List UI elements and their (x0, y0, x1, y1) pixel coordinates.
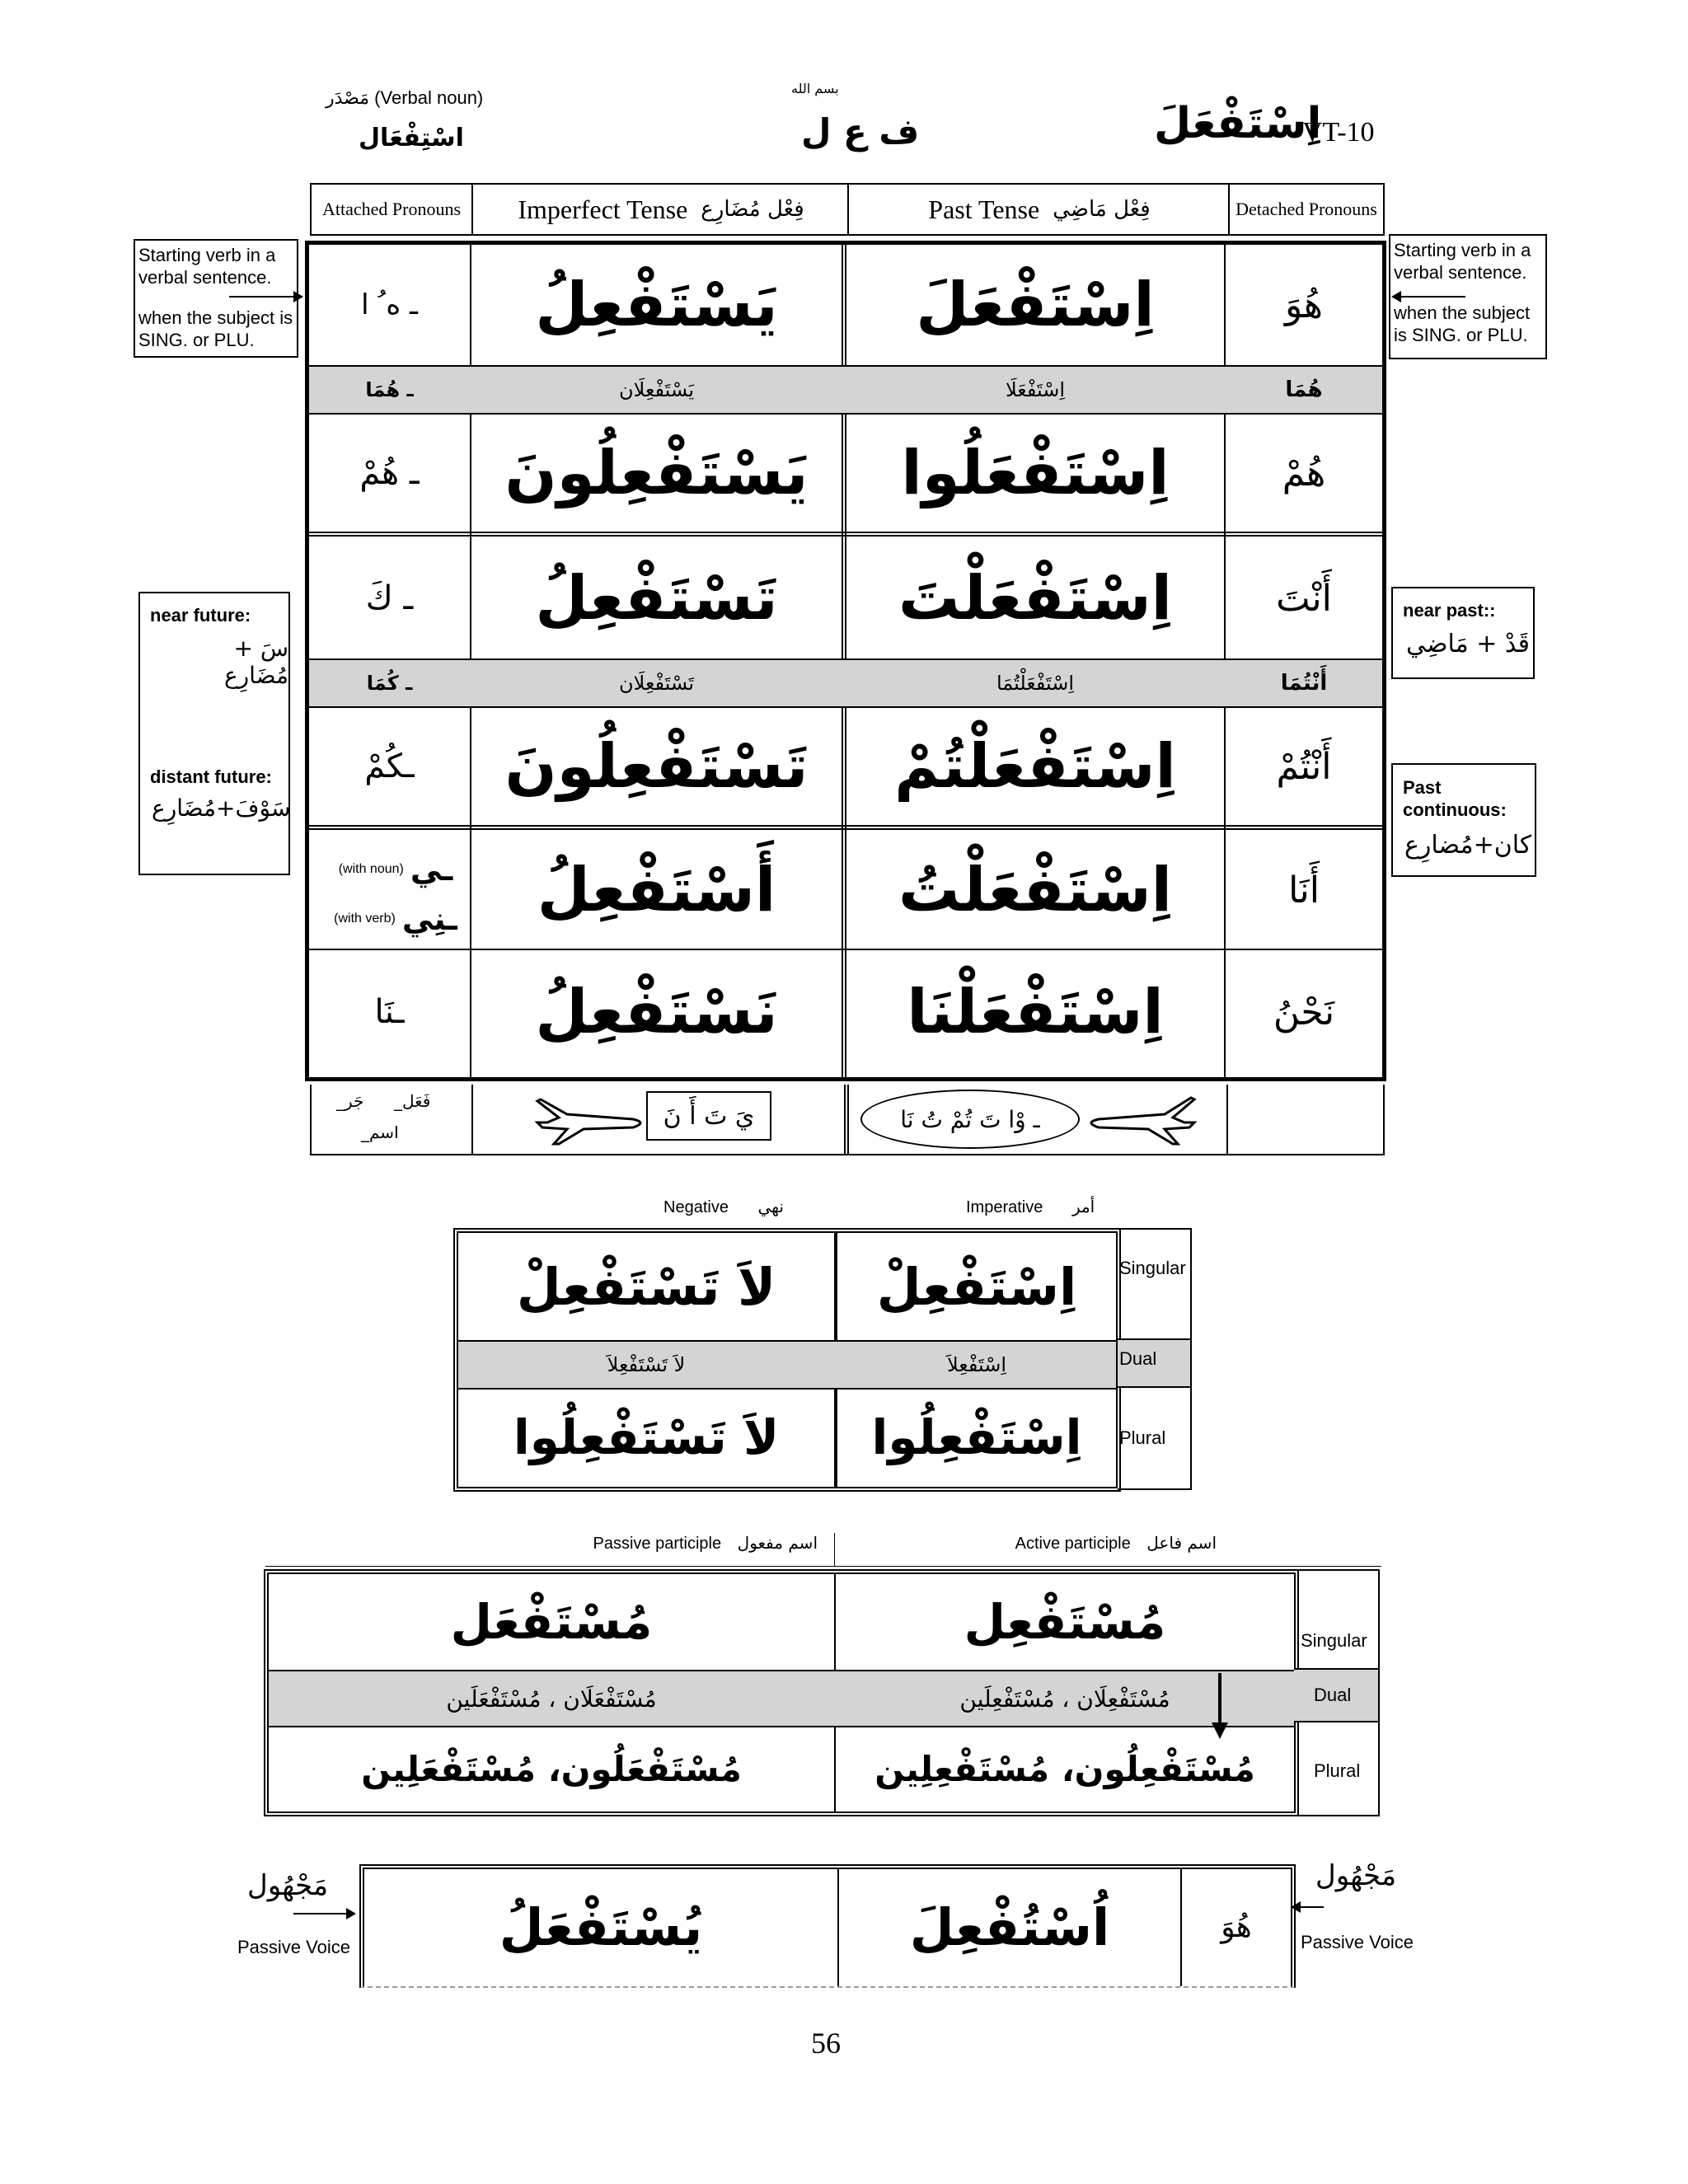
participle-label-dual: Dual (1314, 1685, 1352, 1705)
participle-table (264, 1569, 1299, 1816)
airplane-icon (1082, 1090, 1198, 1149)
row-anta (309, 538, 1382, 660)
imperative-en: Imperative (966, 1198, 1043, 1216)
passive-imperfect: يُسْتَفْعَلُ (499, 1896, 703, 1957)
ana-attached-note-1: (with noun) (338, 862, 404, 876)
row-hum (309, 415, 1382, 537)
detached-huma: هُمَا (1285, 377, 1323, 402)
imperative-row-singular (458, 1233, 1116, 1342)
passive-voice-right-en: Passive Voice (1301, 1932, 1414, 1952)
passive-past: اُسْتُفْعِلَ (909, 1896, 1110, 1957)
past-continuous-label: Past continuous: (1403, 777, 1507, 820)
verb-pattern: اِسْتَفْعَلَ (1154, 99, 1322, 148)
past-huma: اِسْتَفْعَلَا (1005, 378, 1066, 401)
detached-antuma: أَنْتُمَا (1280, 671, 1328, 696)
near-past-ar: قَدْ + مَاضِي (1406, 630, 1530, 658)
col-past-ar: فِعْل مَاضِي (1053, 197, 1151, 222)
active-participle-ar: اسم فاعل (1146, 1533, 1217, 1553)
negative-en: Negative (663, 1198, 729, 1216)
negative-header (663, 1197, 784, 1217)
distant-future-label: distant future: (150, 766, 272, 787)
passive-voice-table (359, 1864, 1296, 1988)
passive-dual: مُسْتَفْعَلَان ، مُسْتَفْعَلَين (446, 1685, 657, 1713)
imperfect-prefix-box: يَ تَ أَ نَ (646, 1091, 771, 1141)
col-detached-header (1228, 185, 1383, 234)
detached-antum: أَنْتُمْ (1276, 745, 1332, 788)
passive-participle-ar: اسم مفعول (737, 1533, 818, 1553)
arrow-left-icon (1291, 1899, 1324, 1915)
imperfect-antuma: تَسْتَفْعِلَان (619, 672, 694, 695)
imperfect-hua: يَسْتَفْعِلُ (535, 269, 778, 340)
attached-nahnu: ـنَا (374, 993, 405, 1031)
imperfect-anta: تَسْتَفْعِلُ (535, 563, 778, 634)
participle-row-plural (269, 1727, 1294, 1810)
detached-hum: هُمْ (1282, 452, 1326, 494)
label-plural: Plural (1119, 1427, 1166, 1448)
main-conjugation-table (305, 241, 1386, 1081)
col-attached-header (312, 185, 471, 234)
verb-form-code: VT-10 (1302, 117, 1375, 148)
attached-anta: ـ كَ (365, 579, 414, 617)
masdar-label-ar: مَصْدَر (326, 88, 370, 109)
imperfect-hum: يَسْتَفْعِلُونَ (504, 438, 809, 509)
imperative-dual: اِسْتَفْعِلاَ (946, 1353, 1007, 1376)
footer-attached-ism: اسم_ (361, 1122, 399, 1142)
negative-dual: لاَ تَسْتَفْعِلاَ (607, 1353, 686, 1376)
attached-antum: ـكُمْ (364, 748, 415, 785)
near-past-label: near past:: (1403, 600, 1496, 621)
row-hua (309, 245, 1382, 367)
imperative-ar: أمر (1071, 1197, 1095, 1216)
col-imperfect-en: Imperfect Tense (518, 194, 688, 224)
arrow-right-icon (229, 288, 303, 305)
masdar-label-en: (Verbal noun) (374, 87, 484, 108)
row-nahnu (309, 950, 1382, 1074)
passive-voice-left-en: Passive Voice (237, 1937, 350, 1957)
negative-plural: لاَ تَسْتَفْعِلُوا (513, 1409, 780, 1465)
note-past-continuous (1391, 763, 1536, 877)
label-dual: Dual (1119, 1348, 1157, 1369)
past-antum: اِسْتَفْعَلْتُمْ (894, 731, 1176, 802)
near-future-label: near future: (150, 605, 251, 626)
past-hua: اِسْتَفْعَلَ (916, 269, 1155, 340)
arrow-down-icon (1210, 1673, 1230, 1739)
past-anta: اِسْتَفْعَلْتَ (898, 563, 1172, 634)
detached-nahnu: نَحْنُ (1273, 991, 1335, 1033)
imperfect-huma: يَسْتَفْعِلَان (619, 378, 694, 401)
detached-hua: هُوَ (1285, 284, 1323, 326)
past-nahnu: اِسْتَفْعَلْنَا (907, 977, 1164, 1047)
footer-attached-jar: جَر_ (336, 1091, 364, 1111)
note-right-line1: Starting verb in a verbal sentence. (1394, 240, 1531, 283)
row-huma (309, 367, 1382, 415)
ana-attached-2: ـنِي (401, 901, 457, 937)
note-left-line2: when the subject is SING. or PLU. (138, 307, 293, 350)
col-past-en: Past Tense (928, 194, 1040, 224)
bismillah: بسم الله (791, 81, 839, 96)
attached-hua: ـ ه ُ ا (361, 288, 418, 321)
imperative-table (453, 1228, 1121, 1492)
note-left-line1: Starting verb in a verbal sentence. (138, 245, 276, 288)
col-imperfect-ar: فِعْل مُضَارِع (701, 197, 804, 222)
passive-voice-left-ar: مَجْهُول (247, 1869, 329, 1902)
active-singular: مُسْتَفْعِل (964, 1594, 1166, 1650)
negative-ar: نهي (757, 1197, 784, 1216)
distant-future-ar: سَوْفَ+مُضَارِع (152, 794, 291, 822)
active-participle-en: Active participle (1015, 1535, 1131, 1553)
row-antum (309, 708, 1382, 830)
note-future (138, 592, 290, 875)
imperative-singular: اِسْتَفْعِلْ (876, 1256, 1077, 1317)
imperative-row-plural (458, 1390, 1116, 1485)
imperative-header (966, 1197, 1095, 1217)
label-singular: Singular (1119, 1258, 1186, 1278)
participle-header (265, 1533, 1381, 1567)
passive-voice-right-ar: مَجْهُول (1315, 1859, 1397, 1892)
attached-ana (309, 832, 470, 949)
ana-attached-1: ـي (410, 851, 453, 888)
ana-attached-note-2: (with verb) (334, 912, 396, 926)
passive-participle-header (265, 1533, 834, 1566)
passive-singular: مُسْتَفْعَل (450, 1594, 653, 1650)
masdar-word: اسْتِفْعَال (359, 124, 464, 152)
imperfect-nahnu: نَسْتَفْعِلُ (535, 977, 778, 1047)
near-future-ar: سَ + مُضَارِع (223, 635, 288, 689)
col-attached-text: Attached Pronouns (321, 199, 462, 219)
participle-label-plural: Plural (1314, 1760, 1361, 1781)
passive-plural: مُسْتَفْعَلُون، مُسْتَفْعَلِين (361, 1748, 742, 1789)
row-antuma (309, 660, 1382, 708)
participle-labels (1294, 1569, 1380, 1816)
root-letters: ف ع ل (801, 111, 920, 152)
negative-singular: لاَ تَسْتَفْعِلْ (516, 1256, 776, 1317)
attached-hum: ـ هُمْ (359, 454, 420, 492)
attached-antuma: ـ كُمَا (366, 672, 413, 695)
main-table-header (310, 183, 1385, 236)
arrow-left-icon (1391, 288, 1465, 305)
attached-huma: ـ هُمَا (365, 378, 414, 401)
participle-row-singular (269, 1574, 1294, 1671)
imperfect-ana: أَسْتَفْعِلُ (537, 855, 776, 926)
col-imperfect-header (471, 185, 849, 234)
past-continuous-ar: كان+مُضارِع (1404, 831, 1532, 860)
active-dual: مُسْتَفْعِلَان ، مُسْتَفْعِلَين (959, 1685, 1170, 1713)
passive-pronoun: هُوَ (1221, 1910, 1252, 1944)
imperative-labels (1118, 1228, 1192, 1490)
row-ana (309, 832, 1382, 950)
note-near-past (1391, 587, 1535, 679)
arrow-right-icon (293, 1905, 356, 1922)
airplane-icon (534, 1090, 649, 1149)
past-ana: اِسْتَفْعَلْتُ (898, 855, 1172, 926)
past-suffix-oval: ـ وْا تَ تُمْ تُ نَا (860, 1090, 1080, 1149)
active-participle-header (834, 1533, 1381, 1566)
col-detached-text: Detached Pronouns (1236, 199, 1377, 219)
col-past-header (847, 185, 1230, 234)
footer-attached-fial: فَعَل_ (394, 1091, 431, 1111)
detached-anta: أَنْتَ (1276, 577, 1332, 620)
imperfect-antum: تَسْتَفْعِلُونَ (504, 731, 809, 802)
footer-attached (312, 1085, 471, 1154)
masdar-label (326, 87, 483, 109)
past-hum: اِسْتَفْعَلُوا (901, 438, 1170, 509)
participle-row-dual (269, 1671, 1294, 1727)
imperative-plural: اِسْتَفْعِلُوا (871, 1409, 1082, 1465)
imperative-row-dual (458, 1342, 1116, 1390)
note-right-line2: when the subject is SING. or PLU. (1394, 302, 1531, 345)
detached-ana: أَنَا (1288, 869, 1320, 912)
active-plural: مُسْتَفْعِلُون، مُسْتَفْعِلِين (874, 1748, 1255, 1789)
passive-participle-en: Passive participle (593, 1535, 722, 1553)
past-antuma: اِسْتَفْعَلْتُمَا (996, 672, 1075, 695)
main-table-footer (310, 1085, 1385, 1155)
page-number: 56 (811, 2027, 841, 2060)
participle-label-singular: Singular (1301, 1630, 1367, 1651)
